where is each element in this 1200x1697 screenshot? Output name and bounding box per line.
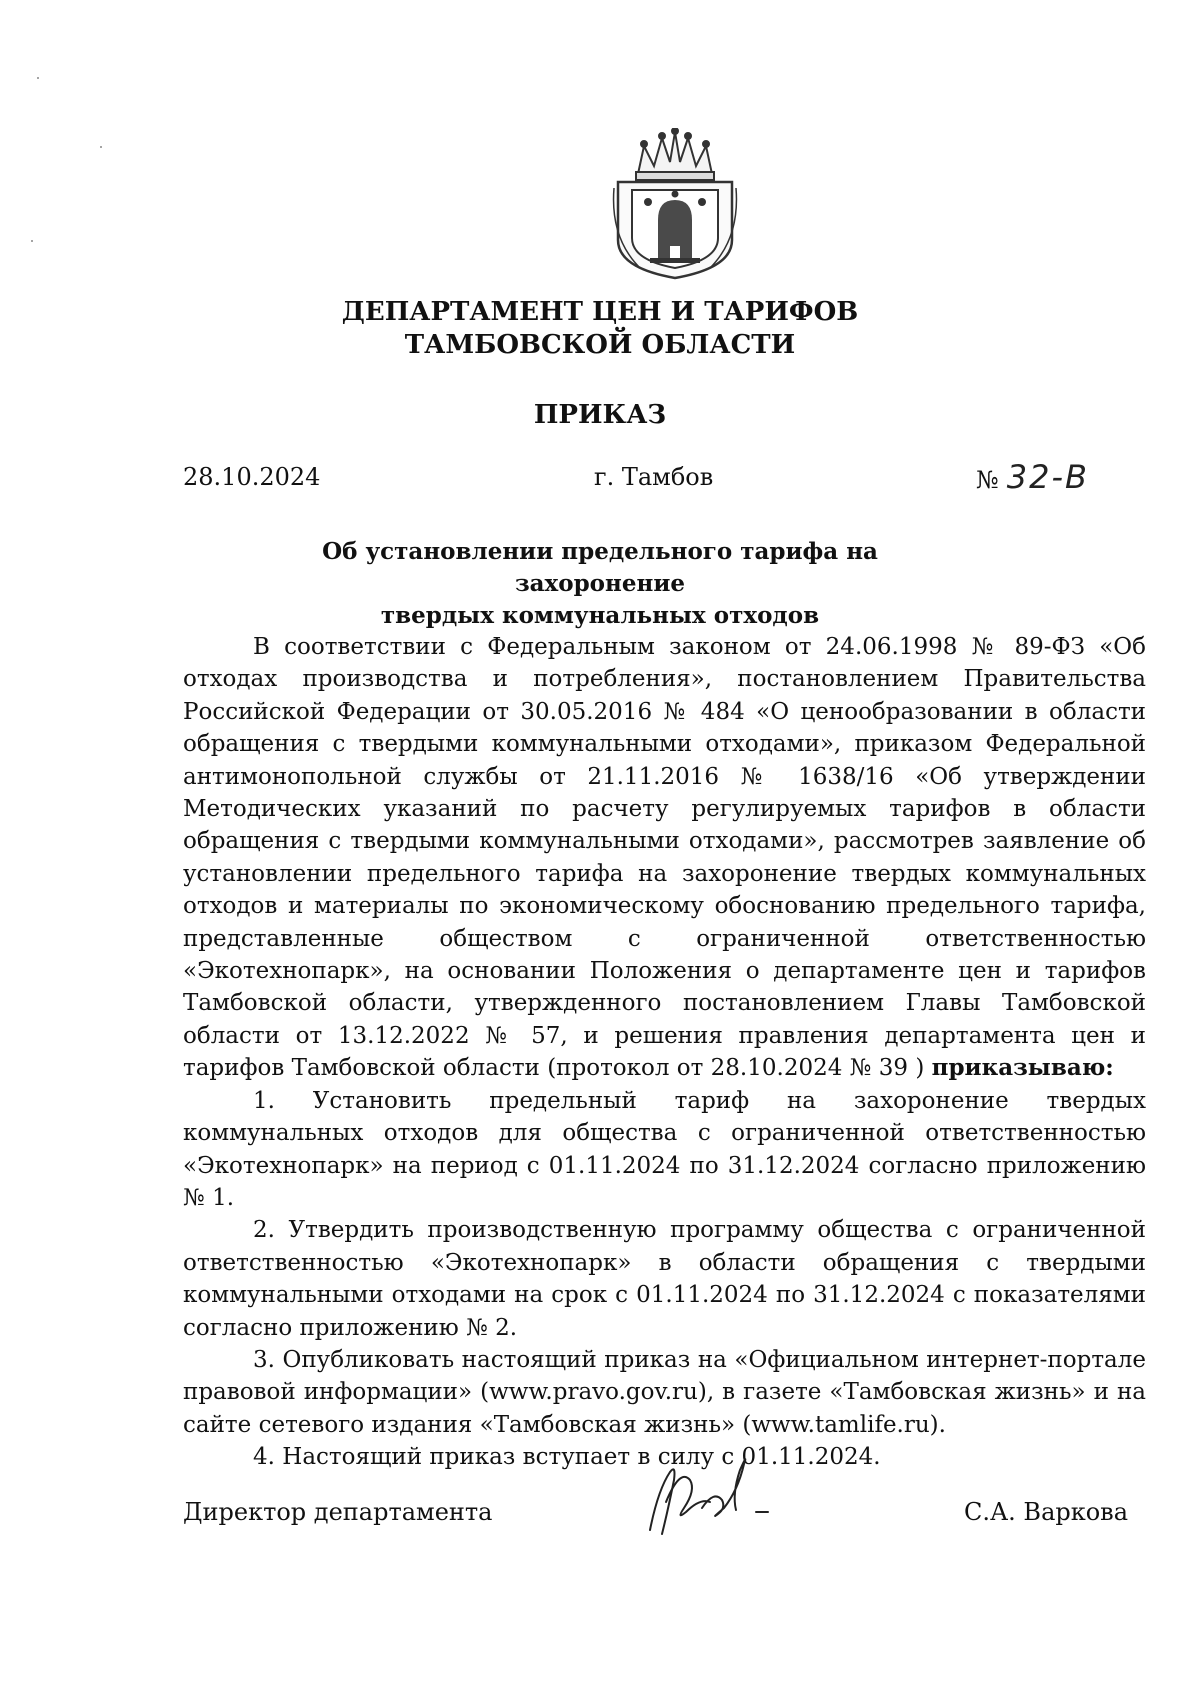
preamble-text: В соответствии с Федеральным законом от 24.06.1998 № 89-ФЗ «Об отходах производства и потребления», постановлением Правительства Российской Федерации от 30.05.2016 № 484 «О ценообразовании в области обращения с твердыми коммунальными отходами», приказом Федеральной антимонопольной службы от 21.11.2016 № 1638/16 «Об утверждении Методических указаний по расчету регулируемых тарифов в области обращения с твердыми коммунальными отходами», рассмотрев заявление об установлении предельного тарифа на захоронение твердых коммунальных отходов и материалы по экономическому обоснованию предельного тарифа, представленные обществом с ограниченной ответственностью «Экотехнопарк», на основании Положения о департаменте цен и тарифов Тамбовской области, утвержденного постановлением Главы Тамбовской области от 13.12.2022 № 57, и решения правления департамента цен и тарифов Тамбовской области (протокол от 28.10.2024 № 39 ) — [183, 634, 1146, 1082]
scan-speck — [31, 240, 33, 242]
document-type: ПРИКАЗ — [533, 400, 667, 430]
number-sign: № — [976, 466, 999, 494]
signatory-title: Директор департамента — [183, 1498, 493, 1526]
document-number — [976, 458, 1089, 496]
subject-line-1: Об установлении предельного тарифа на захоронение — [322, 538, 878, 597]
organization-line-2: ТАМБОВСКОЙ ОБЛАСТИ — [404, 330, 796, 360]
document-date: 28.10.2024 — [183, 463, 321, 491]
document-body — [183, 631, 1146, 1474]
scan-speck — [100, 146, 102, 148]
signatory-name: С.А. Варкова — [964, 1498, 1129, 1526]
order-item-4: 4. Настоящий приказ вступает в силу с 01.11.2024. — [253, 1444, 881, 1471]
scan-speck — [37, 77, 39, 79]
signature-icon — [640, 1450, 790, 1540]
order-item-2: 2. Утвердить производственную программу общества с ограниченной ответственностью «Экотехнопарк» в области обращения с твердыми коммунальными отходами на срок с 01.11.2024 по 31.12.2024 с показателями согласно приложению № 2. — [183, 1217, 1146, 1341]
order-item-1: 1. Установить предельный тариф на захоронение твердых коммунальных отходов для общества с ограниченной ответственностью «Экотехнопарк» на период с 01.11.2024 по 31.12.2024 согласно приложению № 1. — [183, 1087, 1146, 1211]
order-item-3: 3. Опубликовать настоящий приказ на «Официальном интернет-портале правовой информации» (www.pravo.gov.ru), в газете «Тамбовская жизнь» и на сайте сетевого издания «Тамбовская жизнь» (www.tamlife.ru). — [183, 1346, 1146, 1438]
organization-name — [300, 296, 900, 362]
document-city: г. Тамбов — [594, 463, 714, 491]
document-subject — [250, 536, 950, 632]
handwritten-number: 32-В — [1006, 458, 1089, 496]
coat-of-arms-icon — [610, 128, 740, 280]
subject-line-2: твердых коммунальных отходов — [380, 602, 820, 629]
order-word: приказываю: — [931, 1054, 1114, 1082]
preamble-paragraph — [183, 631, 1146, 1085]
organization-line-1: ДЕПАРТАМЕНТ ЦЕН И ТАРИФОВ — [341, 297, 859, 327]
